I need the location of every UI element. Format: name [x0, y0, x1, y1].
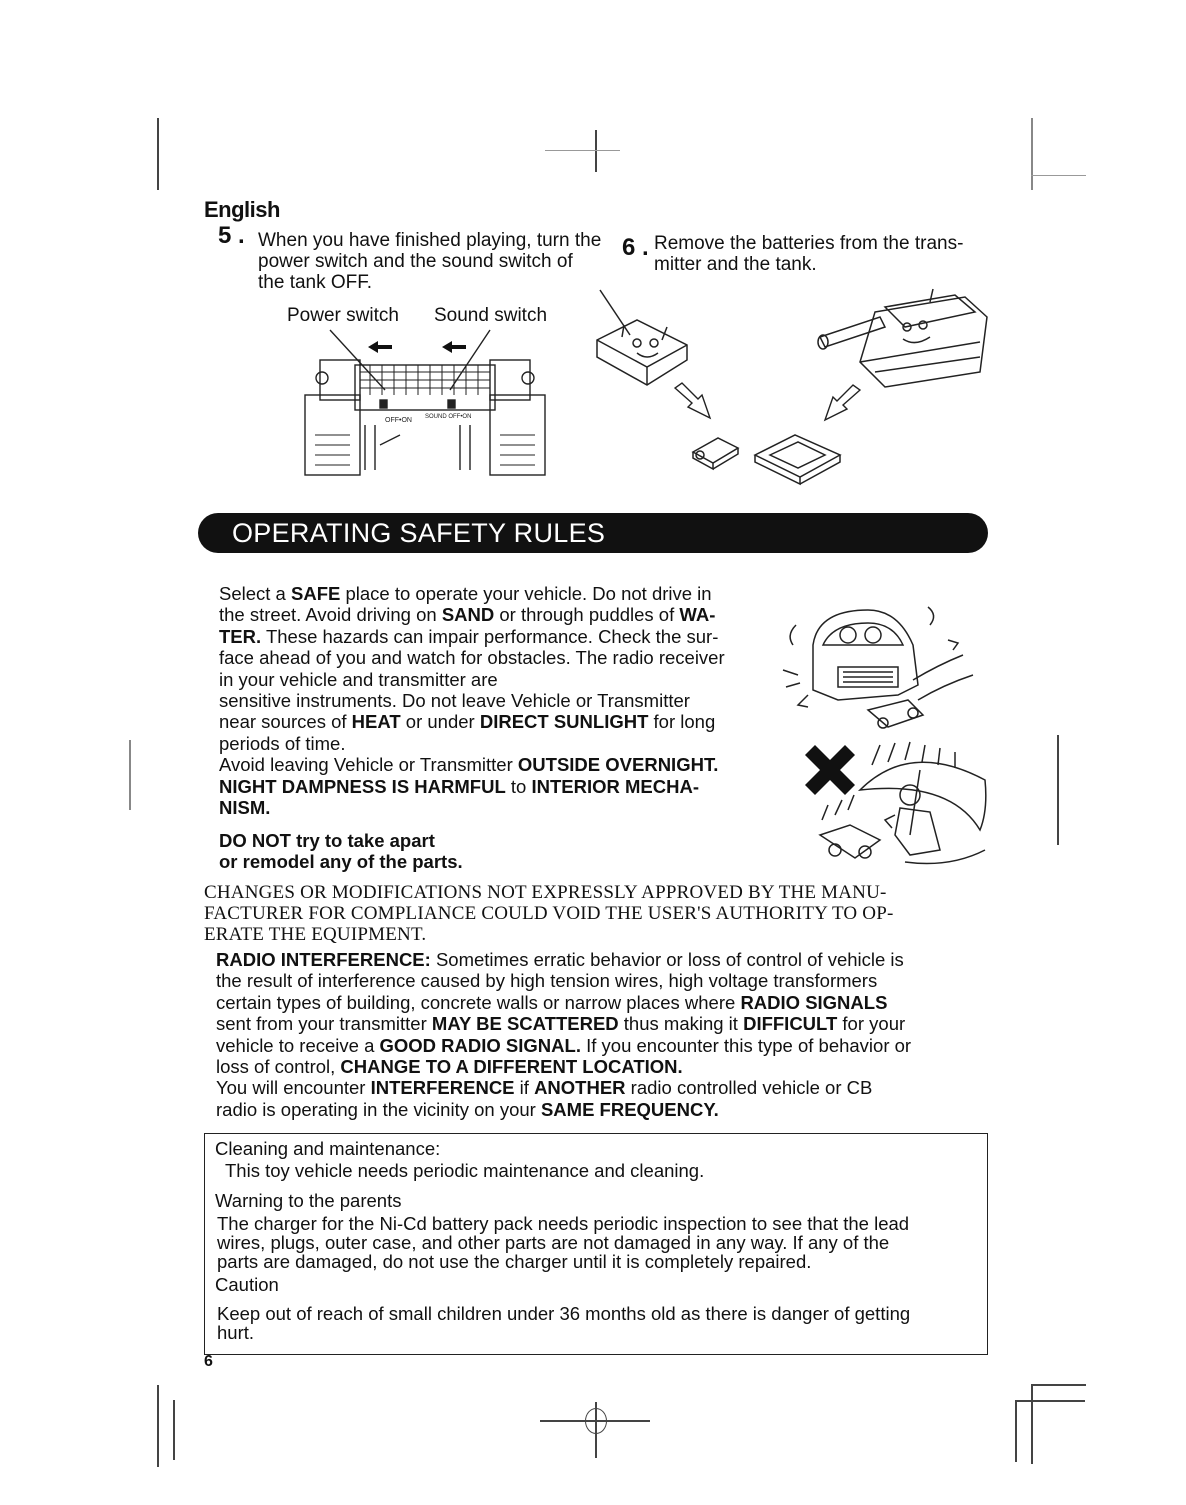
text-segment: sent from your transmitter: [216, 1013, 432, 1035]
crop-mark: [545, 150, 620, 151]
text-segment: certain types of building, concrete walls or narrow places where: [216, 991, 741, 1013]
emphasis-text: HEAT: [351, 711, 401, 733]
take-apart-warning: [219, 830, 463, 873]
text-line: [216, 1099, 911, 1120]
text-segment: near sources of: [219, 711, 352, 733]
text-line: [219, 690, 725, 711]
step-5-line: the tank OFF.: [258, 272, 373, 293]
text-line: The charger for the Ni-Cd battery pack needs periodic inspection to see that the lead: [217, 1213, 910, 1234]
power-switch-label: Power switch: [287, 305, 399, 326]
panel-label: OFF•ON: [385, 417, 412, 424]
text-segment: to: [505, 775, 532, 797]
transmitter-icon: [592, 285, 702, 390]
emphasis-text: MAY BE SCATTERED: [431, 1013, 619, 1035]
text-segment: vehicle to receive a: [216, 1034, 380, 1056]
battery-pack-icon: [750, 430, 845, 485]
text-line: [216, 1013, 911, 1034]
take-apart-line: DO NOT try to take apart: [219, 830, 435, 851]
text-segment: the result of interference caused by high tension wires, high voltage transformers: [216, 970, 878, 992]
text-line: [219, 583, 725, 604]
step-6-number: 6 .: [622, 234, 649, 261]
text-line: [219, 754, 725, 775]
text-line: [216, 992, 911, 1013]
crop-mark: [129, 740, 131, 810]
maintenance-heading: Cleaning and maintenance:: [215, 1138, 441, 1159]
step-5-line: power switch and the sound switch of: [258, 251, 573, 272]
text-segment: These hazards can impair performance. Check the sur-: [261, 625, 719, 647]
maintenance-text: This toy vehicle needs periodic maintenance and cleaning.: [225, 1160, 705, 1181]
crop-mark: [595, 130, 597, 172]
emphasis-text: INTERFERENCE: [370, 1077, 515, 1099]
text-segment: thus making it: [618, 1013, 744, 1035]
text-line: CHANGES OR MODIFICATIONS NOT EXPRESSLY APPROVED BY THE MANU-: [204, 882, 887, 903]
sound-switch-label: Sound switch: [434, 305, 548, 326]
text-line: [216, 970, 911, 991]
text-line: [216, 1077, 911, 1098]
section-language-label: English: [204, 197, 280, 222]
crop-mark: [157, 1385, 159, 1467]
step-6-line: mitter and the tank.: [654, 254, 817, 275]
text-segment: If you encounter this type of behavior or: [580, 1034, 912, 1056]
panel-label: SOUND OFF•ON: [425, 414, 472, 420]
text-line: [219, 797, 725, 818]
emphasis-text: CHANGE TO A DIFFERENT LOCATION.: [340, 1056, 683, 1078]
text-line: [219, 604, 725, 625]
text-line: parts are damaged, do not use the charger until it is completely repaired.: [217, 1251, 812, 1272]
text-line: [219, 776, 725, 797]
section-banner-title: OPERATING SAFETY RULES: [198, 513, 988, 553]
emphasis-text: SAND: [441, 604, 495, 626]
caution-text: [217, 1304, 910, 1342]
arrow-down-icon: [670, 383, 720, 428]
car-illustration: [778, 605, 978, 745]
emphasis-text: WA-: [679, 604, 716, 626]
crop-mark: [1031, 118, 1033, 190]
text-segment: periods of time.: [219, 732, 346, 754]
text-segment: in your vehicle and transmitter are: [219, 668, 498, 690]
take-apart-line: or remodel any of the parts.: [219, 851, 463, 873]
text-segment: or under: [400, 711, 480, 733]
text-segment: if: [514, 1077, 535, 1099]
emphasis-text: NISM.: [219, 797, 271, 819]
emphasis-text: RADIO INTERFERENCE:: [216, 949, 431, 970]
text-segment: or through puddles of: [494, 604, 680, 626]
text-segment: Sometimes erratic behavior or loss of control of vehicle is: [430, 949, 904, 970]
arrow-down-icon: [815, 385, 865, 430]
text-segment: Avoid leaving Vehicle or Transmitter: [219, 754, 518, 776]
registration-circle: [585, 1408, 607, 1434]
tank-icon: [815, 287, 990, 387]
emphasis-text: OUTSIDE OVERNIGHT.: [517, 754, 719, 776]
text-line: [219, 711, 725, 732]
text-line: [216, 949, 911, 970]
text-segment: sensitive instruments. Do not leave Vehicle or Transmitter: [219, 690, 690, 712]
emphasis-text: TER.: [219, 625, 262, 647]
fcc-notice: [204, 882, 894, 945]
text-line: [219, 669, 725, 690]
text-line: [219, 733, 725, 754]
step-5-text: [258, 230, 601, 293]
emphasis-text: ANOTHER: [534, 1077, 626, 1099]
text-segment: place to operate your vehicle. Do not drive in: [340, 583, 712, 604]
text-segment: face ahead of you and watch for obstacles. The radio receiver: [219, 647, 725, 669]
text-line: hurt.: [217, 1322, 255, 1343]
text-segment: Select a: [219, 583, 291, 604]
text-segment: You will encounter: [216, 1077, 371, 1099]
crop-mark: [1015, 1400, 1017, 1462]
crop-mark: [1031, 1384, 1086, 1386]
battery-icon: [688, 430, 743, 470]
text-segment: for your: [837, 1013, 906, 1035]
text-line: Keep out of reach of small children under 36 months old as there is danger of getting: [217, 1303, 911, 1324]
tank-switch-panel-illustration: [300, 330, 550, 480]
caution-heading: Caution: [215, 1274, 279, 1295]
warning-heading: Warning to the parents: [215, 1190, 402, 1211]
page-number: 6: [204, 1353, 213, 1370]
step-6-text: [654, 233, 963, 275]
text-segment: for long: [648, 711, 716, 733]
step-5-line: When you have finished playing, turn the: [258, 230, 602, 251]
text-segment: loss of control,: [216, 1056, 341, 1078]
step-5-number: 5 .: [218, 222, 245, 249]
crop-mark: [1031, 175, 1086, 176]
safety-paragraph: [219, 583, 725, 818]
text-segment: radio controlled vehicle or CB: [625, 1077, 873, 1099]
emphasis-text: SAFE: [291, 583, 341, 604]
text-line: FACTURER FOR COMPLIANCE COULD VOID THE USER'S AUTHORITY TO OP-: [204, 903, 894, 924]
text-line: ERATE THE EQUIPMENT.: [204, 924, 427, 945]
text-segment: the street. Avoid driving on: [219, 604, 442, 626]
warning-text: [217, 1214, 909, 1271]
maintenance-box: [204, 1133, 988, 1355]
text-line: [219, 647, 725, 668]
emphasis-text: DIFFICULT: [743, 1013, 838, 1035]
emphasis-text: NIGHT DAMPNESS IS HARMFUL: [219, 775, 506, 797]
text-line: wires, plugs, outer case, and other parts are not damaged in any way. If any of the: [217, 1232, 890, 1253]
umbrella-boy-illustration: [810, 740, 995, 870]
crop-mark: [157, 118, 159, 190]
text-line: [216, 1035, 911, 1056]
crop-mark: [1015, 1400, 1085, 1402]
crop-mark: [1031, 1384, 1033, 1464]
step-6-line: Remove the batteries from the trans-: [654, 233, 964, 254]
emphasis-text: DIRECT SUNLIGHT: [479, 711, 649, 733]
emphasis-text: GOOD RADIO SIGNAL.: [379, 1034, 581, 1056]
emphasis-text: INTERIOR MECHA-: [531, 775, 699, 797]
text-line: [216, 1056, 911, 1077]
radio-interference-paragraph: [216, 949, 911, 1120]
crop-mark: [173, 1400, 175, 1460]
crop-mark: [1057, 735, 1059, 845]
emphasis-text: SAME FREQUENCY.: [540, 1098, 719, 1120]
emphasis-text: RADIO SIGNALS: [740, 991, 888, 1013]
text-line: [219, 626, 725, 647]
text-segment: radio is operating in the vicinity on your: [216, 1098, 541, 1120]
